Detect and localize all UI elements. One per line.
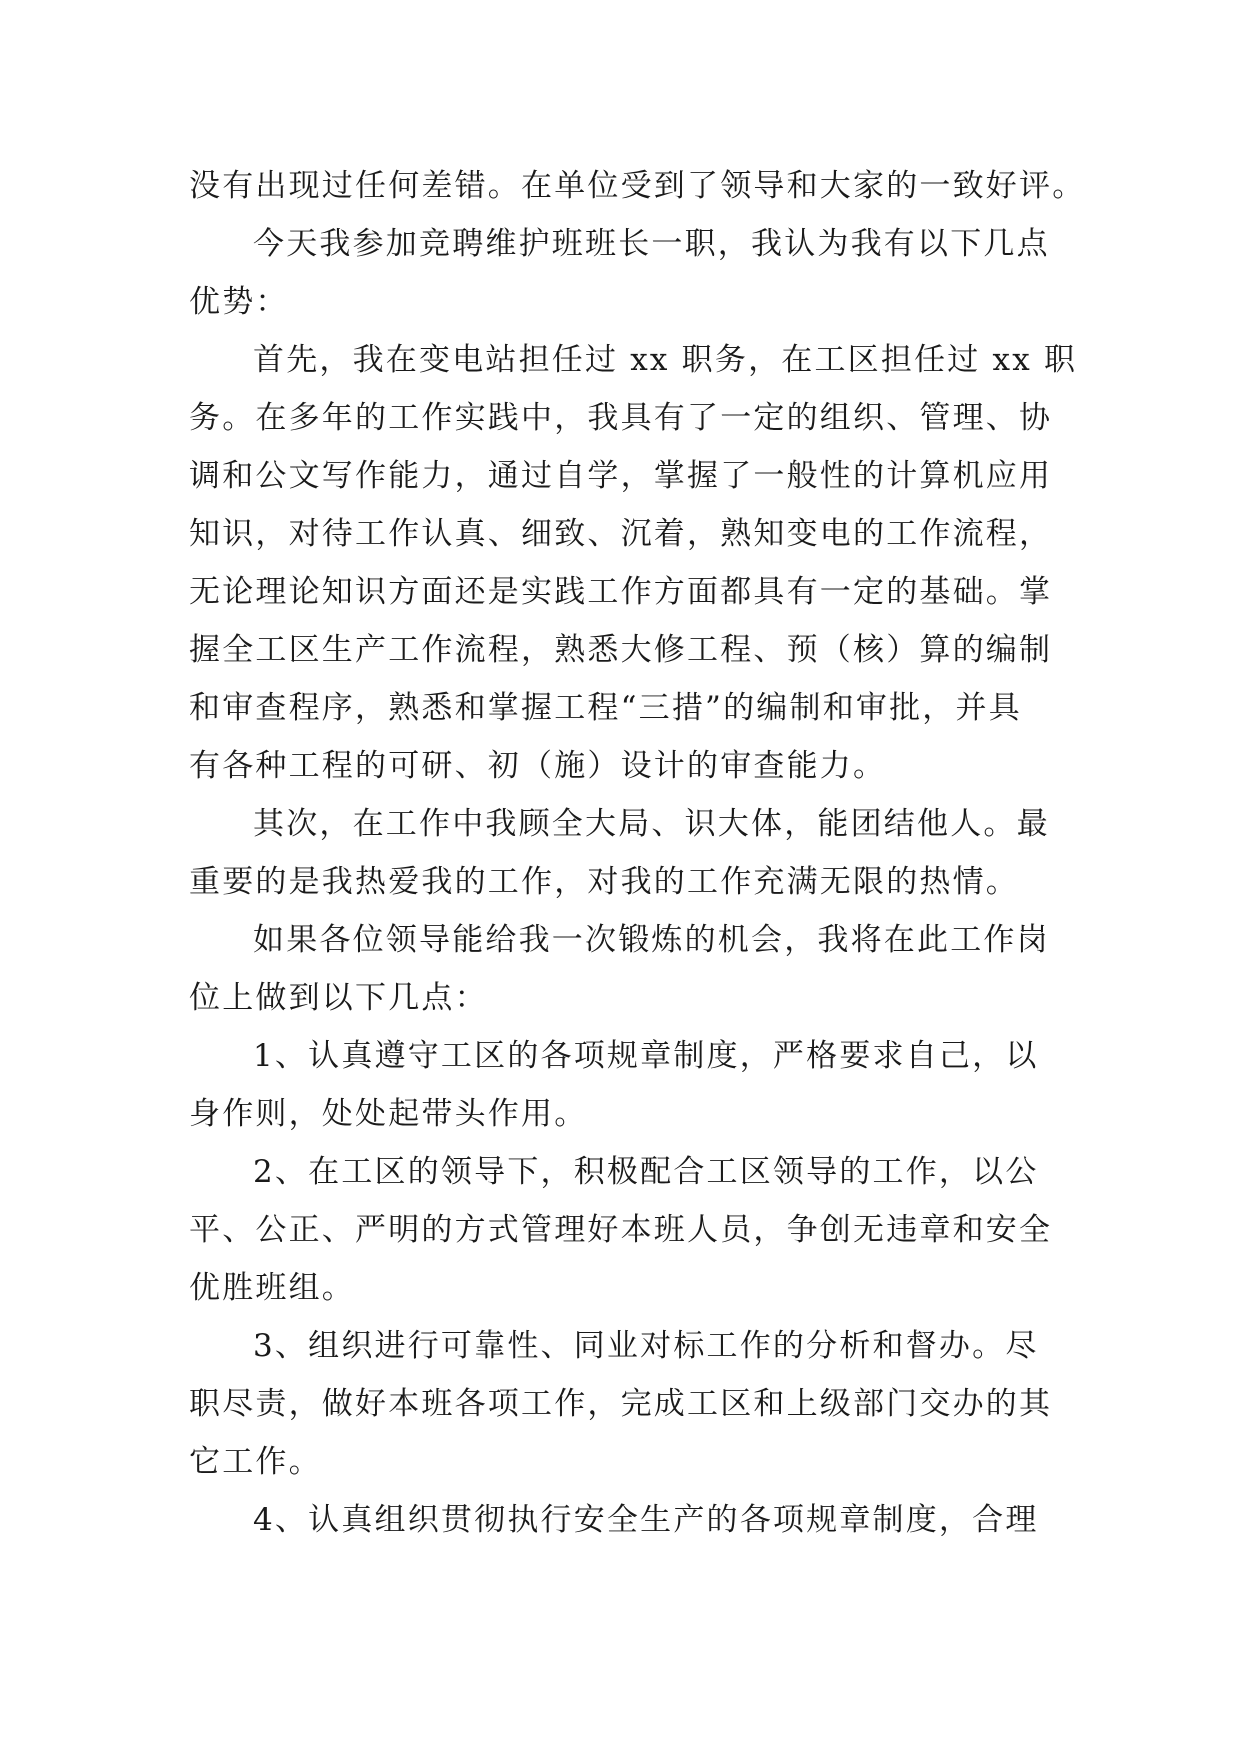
text-line: 如果各位领导能给我一次锻炼的机会，我将在此工作岗 [253, 922, 1050, 958]
text-line: 优胜班组。 [189, 1270, 355, 1306]
text-line: 首先，我在变电站担任过 xx 职务，在工区担任过 xx 职 [253, 342, 1078, 378]
text-line: 平、公正、严明的方式管理好本班人员，争创无违章和安全 [189, 1212, 1053, 1248]
text-line: 其次，在工作中我顾全大局、识大体，能团结他人。最 [253, 806, 1050, 842]
text-line: 务。在多年的工作实践中，我具有了一定的组织、管理、协 [189, 400, 1053, 436]
text-line: 位上做到以下几点： [189, 980, 488, 1016]
text-line: 今天我参加竞聘维护班班长一职，我认为我有以下几点 [253, 226, 1050, 262]
text-line: 3、组织进行可靠性、同业对标工作的分析和督办。尽 [253, 1328, 1039, 1364]
text-line: 有各种工程的可研、初（施）设计的审查能力。 [189, 748, 887, 784]
text-line: 没有出现过任何差错。在单位受到了领导和大家的一致好评。 [189, 168, 1086, 204]
text-line: 身作则，处处起带头作用。 [189, 1096, 588, 1132]
text-line: 知识，对待工作认真、细致、沉着，熟知变电的工作流程， [189, 516, 1053, 552]
text-line: 1、认真遵守工区的各项规章制度，严格要求自己，以 [253, 1038, 1039, 1074]
text-line: 握全工区生产工作流程，熟悉大修工程、预（核）算的编制 [189, 632, 1053, 668]
text-line: 4、认真组织贯彻执行安全生产的各项规章制度，合理 [253, 1502, 1039, 1538]
text-line: 优势： [189, 284, 289, 320]
text-line: 重要的是我热爱我的工作，对我的工作充满无限的热情。 [189, 864, 1019, 900]
text-line: 它工作。 [189, 1444, 322, 1480]
text-line: 2、在工区的领导下，积极配合工区领导的工作，以公 [253, 1154, 1039, 1190]
text-line: 和审查程序，熟悉和掌握工程“三措”的编制和审批，并具 [189, 690, 1022, 726]
document-body [189, 157, 1086, 1549]
text-line: 职尽责，做好本班各项工作，完成工区和上级部门交办的其 [189, 1386, 1053, 1422]
text-line: 无论理论知识方面还是实践工作方面都具有一定的基础。掌 [189, 574, 1053, 610]
text-line: 调和公文写作能力，通过自学，掌握了一般性的计算机应用 [189, 458, 1053, 494]
